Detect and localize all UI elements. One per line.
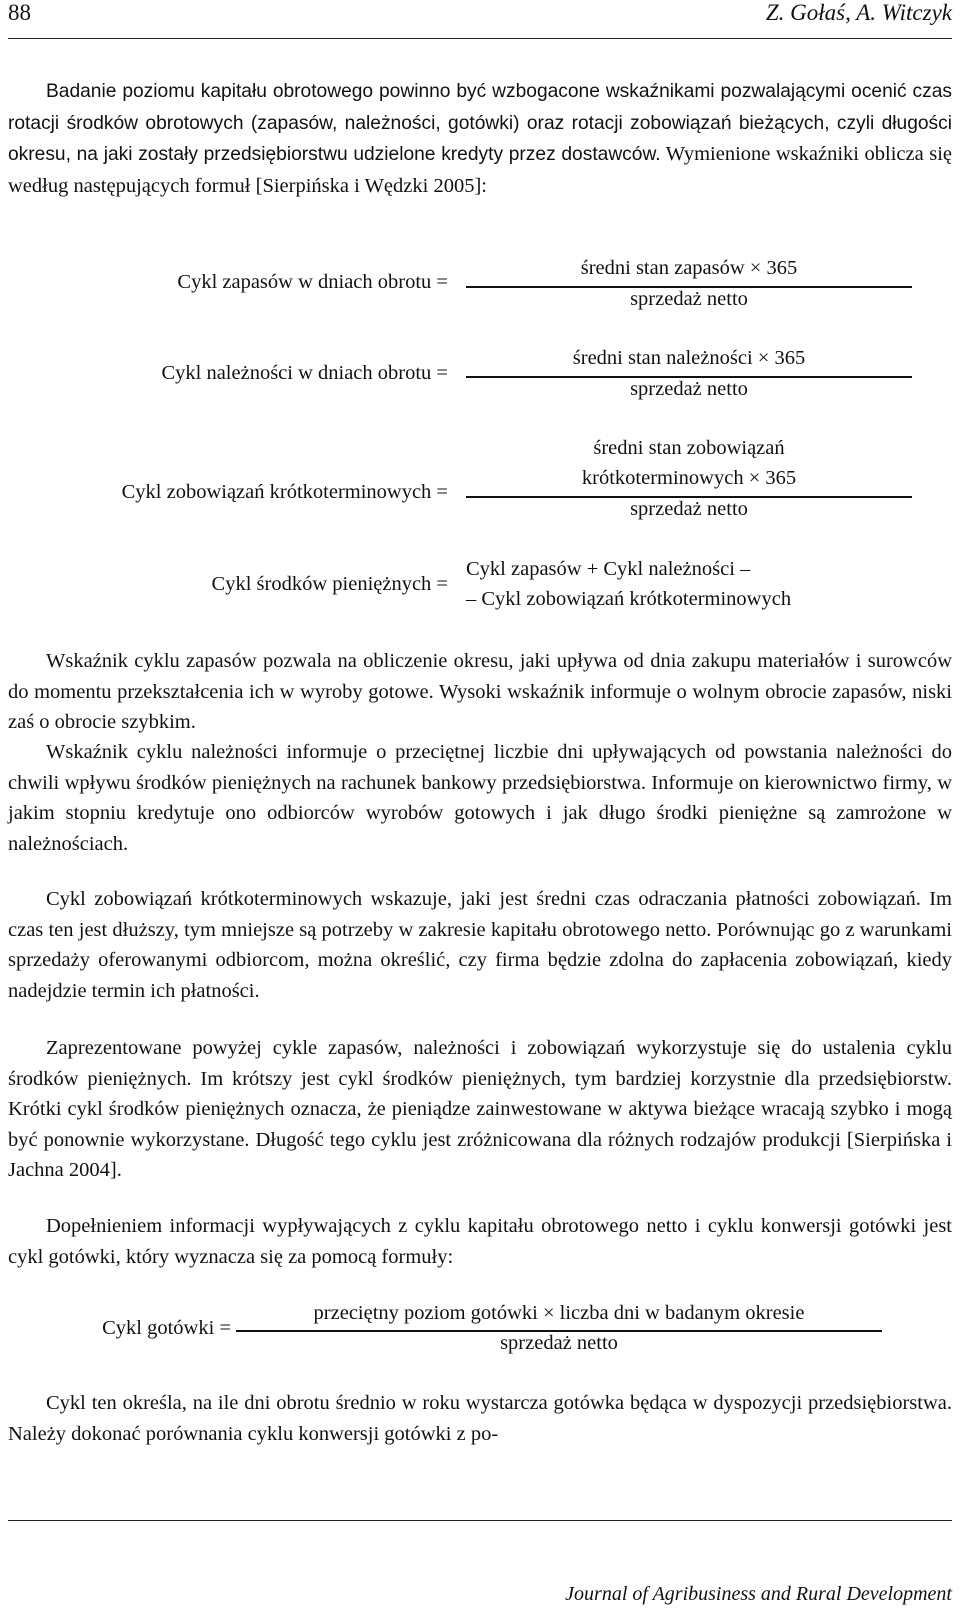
- paragraph-receivables-cycle: Wskaźnik cyklu należności informuje o przeciętnej liczbie dni upływających od powstania należności do chwili wpływu środków pieniężnych na rachunek bankowy przedsiębiorstwa. Informuje on kierownictwo firmy, w jakim stopniu kredytuje ono odbiorców wyrobów gotowych i jak długo środki pieniężne są zamrożone w należnościach.: [8, 741, 952, 855]
- page-number: 88: [8, 0, 31, 25]
- journal-footer: Journal of Agribusiness and Rural Development: [565, 1583, 952, 1605]
- formula-receivables-label: Cykl należności w dniach obrotu =: [161, 362, 448, 384]
- paragraph-cash-cycle-intro: Dopełnieniem informacji wypływających z cyklu kapitału obrotowego netto i cyklu konwersji gotówki jest cykl gotówki, który wyznacza się za pomocą formuły:: [8, 1215, 952, 1268]
- formula-cash-conversion-line1: Cykl zapasów + Cykl należności –: [466, 558, 751, 580]
- formula-inventory-label: Cykl zapasów w dniach obrotu =: [177, 271, 448, 293]
- header-rule: [8, 38, 952, 39]
- formula-receivables-numerator: średni stan należności × 365: [572, 347, 806, 369]
- paragraph-liabilities-cycle: Cykl zobowiązań krótkoterminowych wskazuje, jaki jest średni czas odraczania płatności zobowiązań. Im czas ten jest dłuższy, tym mniejsze są potrzeby w zakresie kapitału obrotowego netto. Porównując go z warunkami sprzedaży oferowanymi odbiorcom, można określić, czy firma będzie zdolna do zapłacenia zobowiązań, kiedy nadejdzie termin ich płatności.: [8, 888, 952, 1002]
- formula-cash-cycle-numerator: przeciętny poziom gotówki × liczba dni w badanym okresie: [313, 1302, 805, 1324]
- paragraph-intro-part1: Badanie poziomu kapitału obrotowego powinno być wzbogacone wskaźnikami pozwalającymi ocenić czas rotacji środków obrotowych (zapasów, należności, gotówki) oraz rotacji zobowiązań bieżących, czyli długości okresu, na jaki zostały przedsiębiorstwu udzielone kredyty przez dostawców.: [8, 81, 952, 165]
- formula-receivables-denominator: sprzedaż netto: [630, 378, 748, 400]
- formula-cash-conversion-line2: – Cykl zobowiązań krótkoterminowych: [466, 588, 792, 610]
- paragraph-inventory-cycle: Wskaźnik cyklu zapasów pozwala na obliczenie okresu, jaki upływa od dnia zakupu materiałów i surowców do momentu przekształcenia ich w wyroby gotowe. Wysoki wskaźnik informuje o wolnym obrocie zapasów, niski zaś o obrocie szybkim.: [8, 650, 952, 733]
- formula-liabilities-numerator-line1: średni stan zobowiązań: [593, 437, 785, 459]
- running-header-authors: Z. Gołaś, A. Witczyk: [765, 0, 952, 25]
- formula-liabilities-denominator: sprzedaż netto: [630, 498, 748, 520]
- formula-cash-cycle-denominator: sprzedaż netto: [500, 1332, 618, 1354]
- formula-liabilities-numerator-line2: krótkoterminowych × 365: [581, 467, 797, 489]
- paragraph-intro-part2: Wymienione wskaźniki oblicza się według następujących formuł [Sierpińska i Wędzki 2005]:: [8, 143, 952, 197]
- formula-liabilities-label: Cykl zobowiązań krótkoterminowych =: [121, 481, 448, 503]
- footer-rule: [8, 1520, 952, 1521]
- paragraph-cash-conversion: Zaprezentowane powyżej cykle zapasów, należności i zobowiązań wykorzystuje się do ustalenia cyklu środków pieniężnych. Im krótszy jest cykl środków pieniężnych, tym bardziej korzystnie dla przedsiębiorstw. Krótki cykl środków pieniężnych oznacza, że pieniądze zainwestowane w aktywa bieżące wracają szybko i mogą być ponownie wykorzystane. Długość tego cyklu jest zróżnicowana dla różnych rodzajów produkcji [Sierpińska i Jachna 2004].: [8, 1037, 952, 1181]
- formula-cash-cycle-label: Cykl gotówki =: [102, 1317, 231, 1339]
- formula-cash-conversion-label: Cykl środków pieniężnych =: [211, 573, 448, 595]
- formula-inventory-denominator: sprzedaż netto: [630, 288, 748, 310]
- formula-inventory-numerator: średni stan zapasów × 365: [580, 257, 798, 279]
- paragraph-intro: [8, 76, 952, 201]
- paragraph-cash-cycle-explanation: Cykl ten określa, na ile dni obrotu średnio w roku wystarcza gotówka będąca w dyspozycji przedsiębiorstwa. Należy dokonać porównania cyklu konwersji gotówki z po-: [8, 1392, 952, 1445]
